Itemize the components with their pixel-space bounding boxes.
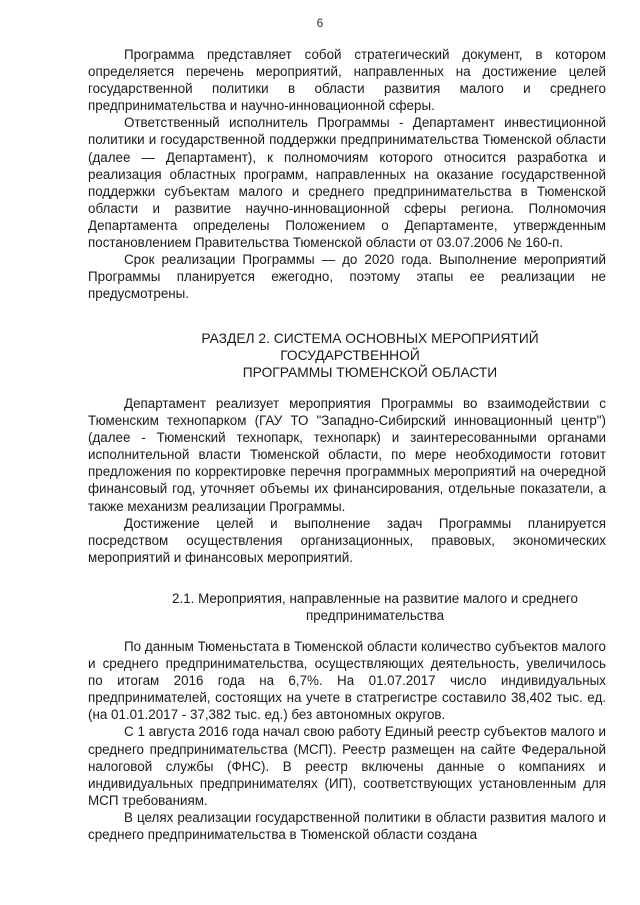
subsection-2-1-heading-line-1: 2.1. Мероприятия, направленные на развитие малого и среднего [172, 591, 578, 606]
section-2-body [88, 395, 606, 566]
section-2-heading [150, 330, 590, 381]
section-2-heading-line-3: ПРОГРАММЫ ТЮМЕНСКОЙ ОБЛАСТИ [242, 365, 498, 380]
subsection-2-1-body [88, 638, 606, 843]
section-2-paragraph-2: Достижение целей и выполнение задач Программы планируется посредством осуществления организационных, правовых, экономических мероприятий и финансовых мероприятий. [88, 515, 606, 565]
section-2-heading-line-2: ГОСУДАРСТВЕННОЙ [280, 348, 420, 363]
section-2-paragraph-1: Департамент реализует мероприятия Программы во взаимодействии с Тюменским технопарком (ГАУ ТО "Западно-Сибирский инновационный центр") (далее - Тюменский технопарк, технопарк) и заинтересованными органами исполнительной власти Тюменской области, по мере необходимости готовит предложения по корректировке перечня программных мероприятий на очередной финансовый год, уточняет объемы их финансирования, отдельные показатели, а также механизм реализации Программы. [88, 396, 606, 514]
subsection-2-1-paragraph-1: По данным Тюменьстата в Тюменской области количество субъектов малого и среднего предпринимательства, осуществляющих деятельность, увеличилось по итогам 2016 года на 6,7%. На 01.07.2017 число индивидуальных предпринимателей, состоящих на учете в статрегистре составило 38,402 тыс. ед. (на 01.01.2017 - 37,382 тыс. ед.) без автономных округов. [88, 639, 606, 723]
intro-paragraph-1: Программа представляет собой стратегический документ, в котором определяется перечень мероприятий, направленных на достижение целей государственной политики в области развития малого и среднего предпринимательства и научно-инновационной сферы. [88, 47, 606, 114]
subsection-2-1-paragraph-2: С 1 августа 2016 года начал свою работу Единый реестр субъектов малого и среднего предпринимательства (МСП). Реестр размещен на сайте Федеральной налоговой службы (ФНС). В реестр включены данные о компаниях и индивидуальных предпринимателях (ИП), соответствующих установленным для МСП требованиям. [88, 724, 606, 808]
subsection-2-1-heading [130, 590, 620, 624]
page-number: 6 [316, 16, 324, 30]
subsection-2-1-heading-line-2: предпринимательства [305, 608, 445, 623]
intro-section [88, 46, 606, 302]
section-2-heading-line-1: РАЗДЕЛ 2. СИСТЕМА ОСНОВНЫХ МЕРОПРИЯТИЙ [201, 331, 539, 346]
intro-paragraph-3: Срок реализации Программы — до 2020 года. Выполнение мероприятий Программы планируется ежегодно, поэтому этапы ее реализации не предусмотрены. [88, 252, 606, 302]
intro-paragraph-2: Ответственный исполнитель Программы - Департамент инвестиционной политики и государственной поддержки предпринимательства Тюменской области (далее — Департамент), к полномочиям которого относится разработка и реализация областных программ, направленных на оказание государственной поддержки субъектам малого и среднего предпринимательства в Тюменской области и развитие научно-инновационной сферы региона. Полномочия Департамента определены Положением о Департаменте, утвержденным постановлением Правительства Тюменской области от 03.07.2006 № 160-п. [88, 115, 606, 251]
subsection-2-1-paragraph-3: В целях реализации государственной политики в области развития малого и среднего предпринимательства в Тюменской области создана [88, 809, 606, 843]
